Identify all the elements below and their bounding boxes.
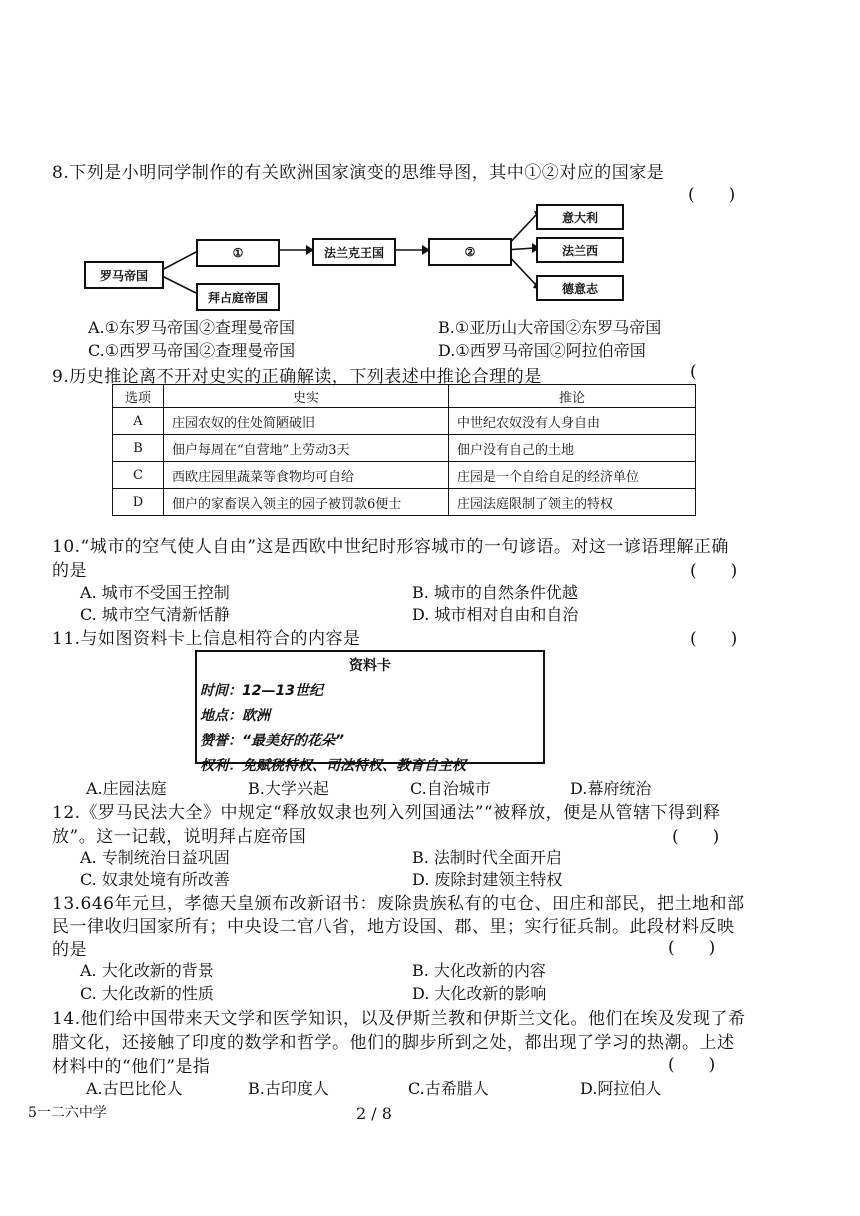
q12-option-d[interactable]: D. 废除封建领主特权 xyxy=(412,870,563,889)
q12-option-c[interactable]: C. 奴隶处境有所改善 xyxy=(80,870,230,889)
q12-option-b[interactable]: B. 法制时代全面开启 xyxy=(412,848,562,867)
q14-stem-line2: 腊文化，还接触了印度的数学和哲学。他们的脚步所到之处，都出现了学习的热潮。上述 xyxy=(52,1033,735,1053)
footer-school: 5一二六中学 xyxy=(28,1105,107,1121)
q14-option-c[interactable]: C.古希腊人 xyxy=(408,1079,489,1098)
table-row xyxy=(113,489,696,516)
q9-paren: ( xyxy=(690,362,697,382)
q13-option-d[interactable]: D. 大化改新的影响 xyxy=(412,984,547,1003)
q8-option-a[interactable]: A.①东罗马帝国②查理曼帝国 xyxy=(88,318,295,337)
q9-table xyxy=(112,384,696,516)
q10-option-c[interactable]: C. 城市空气清新恬静 xyxy=(80,605,230,624)
q10-option-d[interactable]: D. 城市相对自由和自治 xyxy=(412,605,579,624)
page-number: 2 / 8 xyxy=(356,1104,392,1123)
mindmap-node-1: ① xyxy=(196,239,280,267)
q12-stem-line1: 12.《罗马民法大全》中规定“释放奴隶也列入列国通法”“被释放，便是从管辖下得到释 xyxy=(52,803,721,823)
mindmap-root-node: 罗马帝国 xyxy=(84,261,164,289)
q12-stem-line2: 放”。这一记载，说明拜占庭帝国 xyxy=(52,827,307,847)
info-card-time: 时间：12—13世纪 xyxy=(200,683,323,699)
q11-stem: 11.与如图资料卡上信息相符合的内容是 xyxy=(52,629,361,649)
mindmap-leaf-france: 法兰西 xyxy=(536,237,624,263)
q10-stem-line1: 10.“城市的空气使人自由”这是西欧中世纪时形容城市的一句谚语。对这一谚语理解正确 xyxy=(52,537,729,557)
q14-stem-line1: 14.他们给中国带来天文学和医学知识，以及伊斯兰教和伊斯兰文化。他们在埃及发现了希 xyxy=(52,1009,746,1029)
q11-option-c[interactable]: C.自治城市 xyxy=(410,779,491,798)
table-cell: 庄园法庭限制了领主的特权 xyxy=(449,489,696,516)
q13-stem-line2: 民一律收归国家所有；中央设二官八省，地方设国、郡、里；实行征兵制。此段材料反映 xyxy=(52,917,735,937)
mindmap-leaf-italy: 意大利 xyxy=(536,204,624,230)
q13-paren: ( ) xyxy=(668,938,716,958)
q11-info-card xyxy=(195,650,545,774)
info-card-place: 地点：欧洲 xyxy=(200,708,270,724)
info-card-praise: 赞誉：“最美好的花朵” xyxy=(200,733,345,749)
table-cell: A xyxy=(113,408,164,435)
table-header: 史实 xyxy=(164,385,449,408)
q12-option-a[interactable]: A. 专制统治日益巩固 xyxy=(80,848,230,867)
table-header: 选项 xyxy=(113,385,164,408)
q14-option-d[interactable]: D.阿拉伯人 xyxy=(580,1079,662,1098)
table-cell: 佃户没有自己的土地 xyxy=(449,435,696,462)
info-card-rights: 权利：免赋税特权、司法特权、教育自主权 xyxy=(200,758,466,774)
q9-stem: 9.历史推论离不开对史实的正确解读，下列表述中推论合理的是 xyxy=(52,367,542,387)
q13-option-b[interactable]: B. 大化改新的内容 xyxy=(412,961,546,980)
table-row xyxy=(113,462,696,489)
q14-paren: ( ) xyxy=(668,1055,716,1075)
q13-stem-line1: 13.646年元旦，孝德天皇颁布改新诏书：废除贵族私有的屯仓、田庄和部民，把土地和部 xyxy=(52,894,745,914)
table-cell: C xyxy=(113,462,164,489)
q14-option-b[interactable]: B.古印度人 xyxy=(248,1079,329,1098)
q8-option-b[interactable]: B.①亚历山大帝国②东罗马帝国 xyxy=(438,318,662,337)
q8-paren: ( ) xyxy=(688,185,736,205)
table-row xyxy=(113,408,696,435)
q13-option-a[interactable]: A. 大化改新的背景 xyxy=(80,961,214,980)
q10-option-a[interactable]: A. 城市不受国王控制 xyxy=(80,583,230,602)
q11-option-d[interactable]: D.幕府统治 xyxy=(570,779,652,798)
table-row xyxy=(113,435,696,462)
table-cell: 西欧庄园里蔬菜等食物均可自给 xyxy=(164,462,449,489)
table-cell: D xyxy=(113,489,164,516)
q11-option-b[interactable]: B.大学兴起 xyxy=(248,779,329,798)
table-cell: 庄园农奴的住处简陋破旧 xyxy=(164,408,449,435)
table-header-row xyxy=(113,385,696,408)
table-cell: 庄园是一个自给自足的经济单位 xyxy=(449,462,696,489)
q14-stem-line3: 材料中的“他们”是指 xyxy=(52,1057,211,1077)
q12-paren: ( ) xyxy=(672,827,720,847)
info-card-title: 资料卡 xyxy=(349,658,391,674)
q14-option-a[interactable]: A.古巴比伦人 xyxy=(86,1079,183,1098)
q13-stem-line3: 的是 xyxy=(52,940,87,960)
q10-stem-line2: 的是 xyxy=(52,561,87,581)
q11-option-a[interactable]: A.庄园法庭 xyxy=(86,779,167,798)
q11-paren: ( ) xyxy=(690,629,738,649)
q10-option-b[interactable]: B. 城市的自然条件优越 xyxy=(412,583,578,602)
table-cell: 佃户的家畜误入领主的园子被罚款6便士 xyxy=(164,489,449,516)
q13-option-c[interactable]: C. 大化改新的性质 xyxy=(80,984,214,1003)
mindmap-node-frank: 法兰克王国 xyxy=(312,238,396,266)
table-cell: B xyxy=(113,435,164,462)
mindmap-node-2: ② xyxy=(428,238,512,266)
table-cell: 中世纪农奴没有人身自由 xyxy=(449,408,696,435)
mindmap-node-byzantine: 拜占庭帝国 xyxy=(196,283,280,311)
q8-option-d[interactable]: D.①西罗马帝国②阿拉伯帝国 xyxy=(438,341,646,360)
mindmap-leaf-germany: 德意志 xyxy=(536,275,624,301)
table-cell: 佃户每周在“自营地”上劳动3天 xyxy=(164,435,449,462)
q10-paren: ( ) xyxy=(690,561,738,581)
q8-option-c[interactable]: C.①西罗马帝国②查理曼帝国 xyxy=(88,341,296,360)
q8-stem: 8.下列是小明同学制作的有关欧洲国家演变的思维导图，其中①②对应的国家是 xyxy=(52,163,665,183)
table-header: 推论 xyxy=(449,385,696,408)
